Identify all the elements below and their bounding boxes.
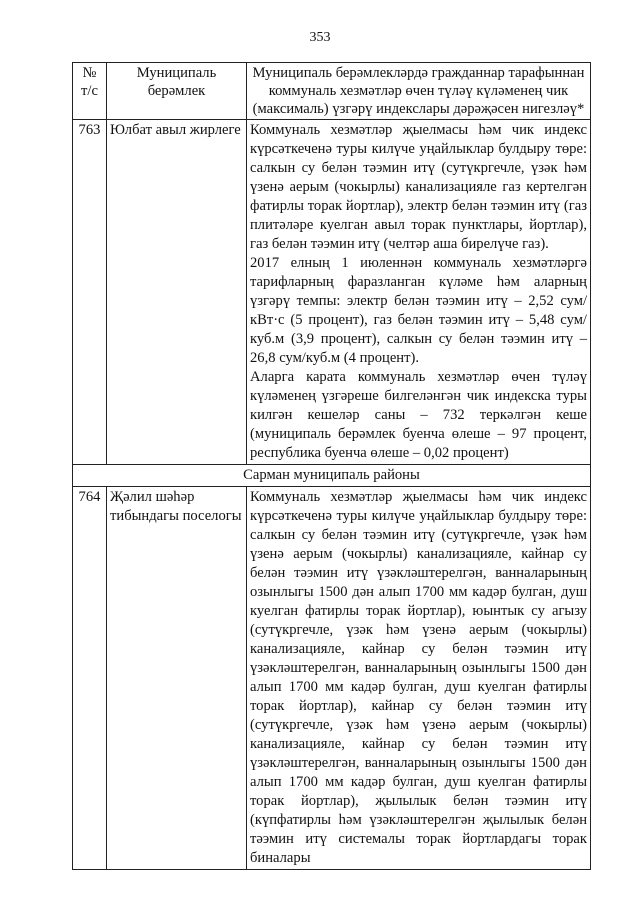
page-number: 353 xyxy=(309,30,331,45)
description-paragraph: Коммуналь хезмәтләр җыелмасы һәм чик индекс күрсәткеченә туры килүче уңайлыклар булдыру төре: салкын су белән тәэмин итү (сутүкргечле, үзәк һәм үзенә аерым (чокырлы) канализацияле, кайнар су белән тәэмин итү үзәкләштерелгән, ванналарының озынлыгы 1500 дән алып 1700 мм кадәр булган, душ куелган фатирлы торак йортлар), юынтык су агызу (сутүкргечле, үзәк һәм үзенә аерым (чокырлы) канализацияле, кайнар су белән тәэмин итү үзәкләштерелгән, ванналарының озынлыгы 1500 дән алып 1700 мм кадәр булган, душ куелган фатирлы торак йортлар), кайнар су белән тәэмин итү (сутүкргечле, үзәк һәм үзенә аерым (чокырлы) канализацияле, кайнар су белән тәэмин итү үзәкләштерелгән, ванналарының озынлыгы 1500 дән алып 1700 мм кадәр булган, душ куелган фатирлы торак йортлар), җылылык белән тәэмин итү (күпфатирлы һәм үзәкләштерелгән җылылык белән тәэмин итү системалы торак йортлардагы торак биналары xyxy=(250,489,587,866)
table-row xyxy=(73,120,591,465)
table-header-row xyxy=(73,63,591,120)
description-cell xyxy=(247,120,591,465)
indices-table xyxy=(72,62,591,870)
header-description: Муниципаль берәмлекләрдә гражданнар тарафыннан коммуналь хезмәтләр өчен түләү күләменең чик (максималь) үзгәрү индекслары дәрәҗәсен нигезләү* xyxy=(247,63,591,120)
header-num: № т/с xyxy=(73,63,107,120)
district-row xyxy=(73,465,591,487)
table-row xyxy=(73,487,591,870)
municipality-name: Җәлил шәһәр тибындагы поселогы xyxy=(107,487,247,870)
municipality-name: Юлбат авыл жирлеге xyxy=(107,120,247,465)
row-number: 763 xyxy=(73,120,107,465)
row-number: 764 xyxy=(73,487,107,870)
district-heading: Сарман муниципаль районы xyxy=(73,465,591,487)
description-paragraph: Аларга карата коммуналь хезмәтләр өчен түләү күләменең үзгәреше билгеләнгән чик индекска туры килгән кешеләр саны – 732 теркәлгән кеше (муниципаль берәмлек буенча өлеше – 97 процент, республика буенча өлеше – 0,02 процент) xyxy=(250,369,587,461)
description-paragraph: 2017 елның 1 июленнән коммуналь хезмәтләргә тарифларның фаразланган күләме һәм аларның үзгәрү темпы: электр белән тәэмин итү – 2,52 сум/кВт·с (5 процент), газ белән тәэмин итү – 5,48 сум/куб.м (3,9 процент), салкын су белән тәэмин итү – 26,8 сум/куб.м (4 процент). xyxy=(250,255,587,366)
description-paragraph: Коммуналь хезмәтләр җыелмасы һәм чик индекс күрсәткеченә туры килүче уңайлыклар булдыру төре: салкын су белән тәэмин итү (сутүкргечле, үзәк һәм үзенә аерым (чокырлы) канализацияле газ кертелгән фатирлы торак йортлар), электр белән тәэмин итү (газ плитәләре куелган авыл торак пунктлары, йортлар), газ белән тәэмин итү (челтәр аша бирелүче газ). xyxy=(250,122,587,252)
header-municipality: Муниципаль берәмлек xyxy=(107,63,247,120)
description-cell xyxy=(247,487,591,870)
